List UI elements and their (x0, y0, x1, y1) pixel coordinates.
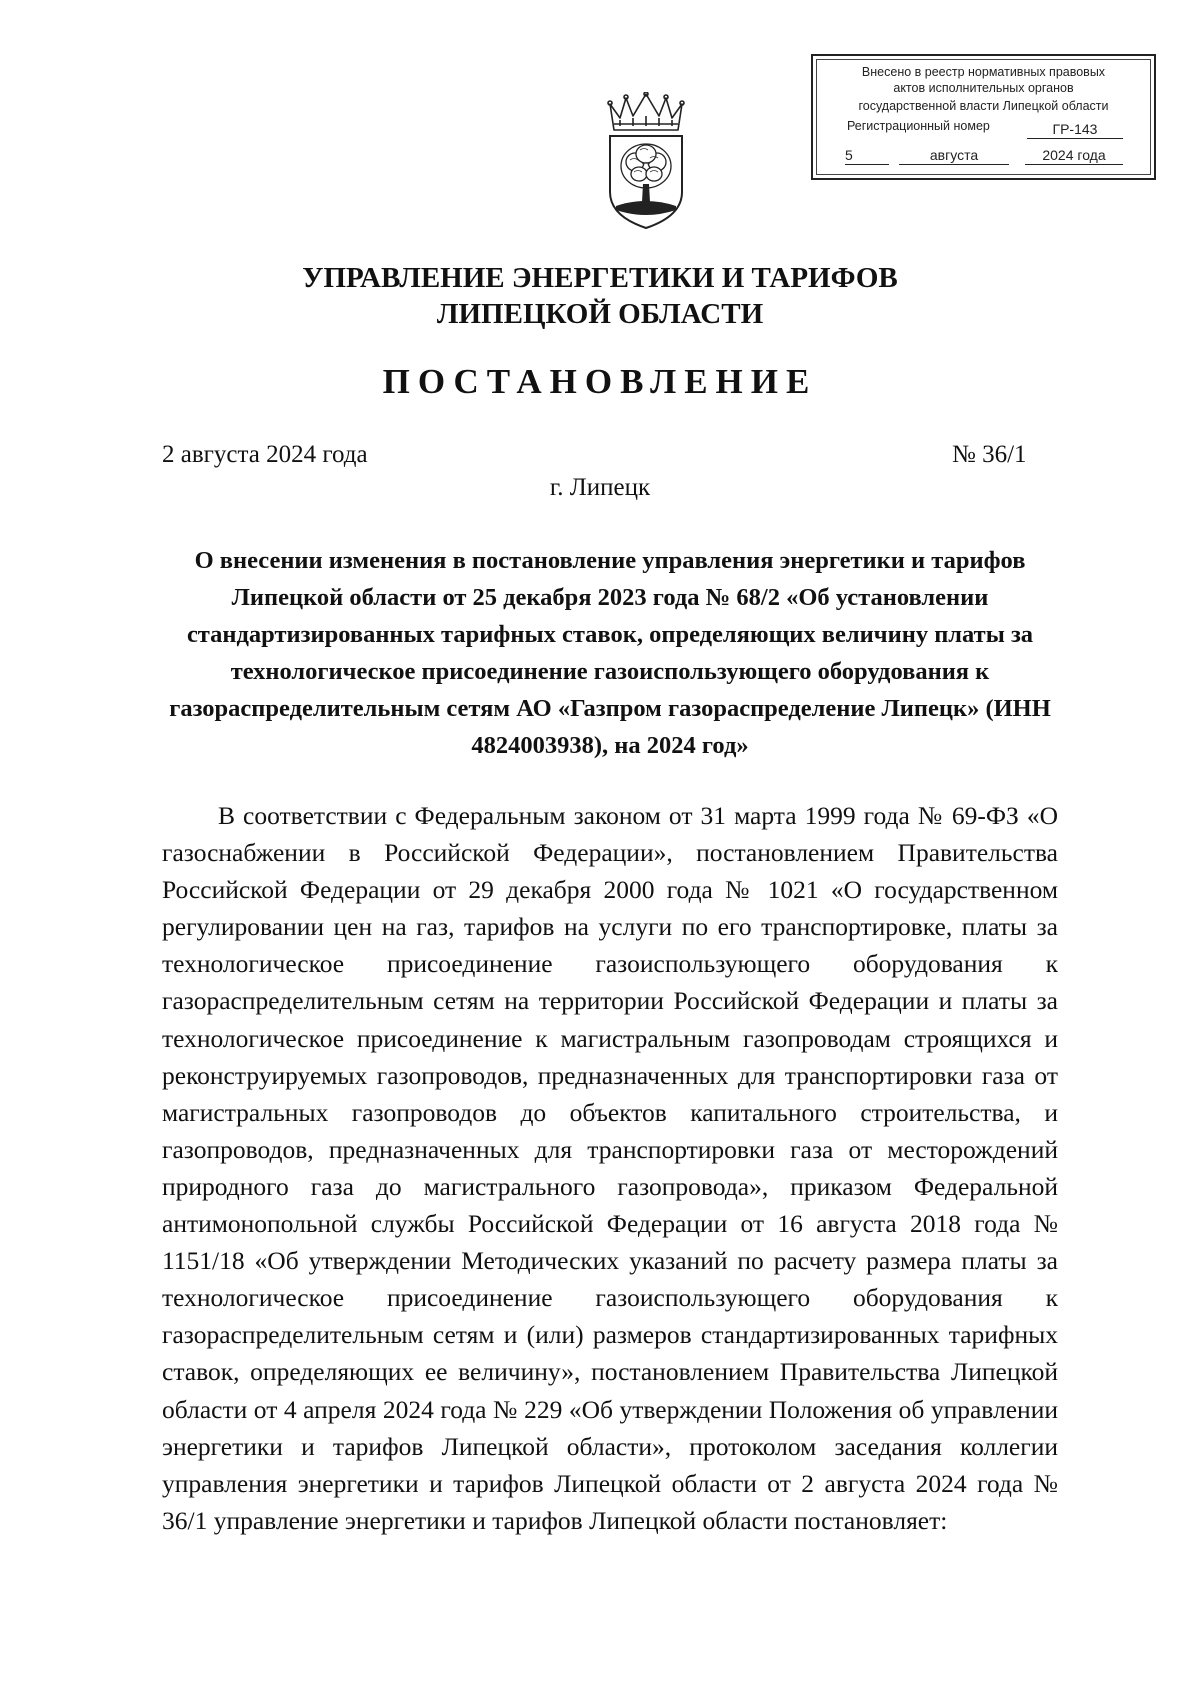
organization-name-line-1: УПРАВЛЕНИЕ ЭНЕРГЕТИКИ И ТАРИФОВ (302, 262, 898, 294)
document-number: № 36/1 (952, 441, 1027, 468)
document-heading: О внесении изменения в постановление управления энергетики и тарифов Липецкой области от 25 декабря 2023 года № 68/2 «Об установлении стандартизированных тарифных ставок, определяющих величину платы за технологическое присоединение газоиспользующего оборудования к газораспределительным сетям АО «Газпром газораспределение Липецк» (ИНН 4824003938), на 2024 год» (169, 547, 1051, 759)
stamp-line-3: государственной власти Липецкой области (858, 99, 1109, 113)
stamp-day: 5 (845, 146, 889, 165)
document-city: г. Липецк (549, 474, 651, 501)
coat-of-arms-icon (606, 92, 686, 230)
document-type-title: ПОСТАНОВЛЕНИЕ (382, 362, 818, 401)
document-body-paragraph: В соответствии с Федеральным законом от 31 марта 1999 года № 69-ФЗ «О газоснабжении в Российской Федерации», постановлением Правительства Российской Федерации от 29 декабря 2000 года № 1021 «О государственном регулировании цен на газ, тарифов на услуги по его транспортировке, платы за технологическое присоединение газоиспользующего оборудования к газораспределительным сетям на территории Российской Федерации и платы за технологическое присоединение к магистральным газопроводам строящихся и реконструируемых газопроводов, предназначенных для транспортировки газа от магистральных газопроводов до объектов капитального строительства, и газопроводов, предназначенных для транспортировки газа от месторождений природного газа до магистрального газопровода», приказом Федеральной антимонопольной службы Российской Федерации от 16 августа 2018 года № 1151/18 «Об утверждении Методических указаний по расчету размера платы за технологическое присоединение газоиспользующего оборудования к газораспределительным сетям и (или) размеров стандартизированных тарифных ставок, определяющих ее величину», постановлением Правительства Липецкой области от 4 апреля 2024 года № 229 «Об утверждении Положения об управлении энергетики и тарифов Липецкой области», протоколом заседания коллегии управления энергетики и тарифов Липецкой области от 2 августа 2024 года № 36/1 управление энергетики и тарифов Липецкой области постановляет: (162, 801, 1058, 1535)
stamp-registration-label: Регистрационный номер (847, 119, 990, 133)
organization-name-line-2: ЛИПЕЦКОЙ ОБЛАСТИ (436, 298, 764, 330)
stamp-year: 2024 года (1025, 146, 1123, 165)
registry-stamp (811, 54, 1156, 180)
stamp-line-1: Внесено в реестр нормативных правовых (861, 65, 1106, 79)
stamp-month: августа (899, 146, 1009, 165)
stamp-line-2: актов исполнительных органов (893, 81, 1074, 95)
document-date: 2 августа 2024 года (162, 441, 368, 468)
stamp-registration-number: ГР-143 (1027, 120, 1123, 139)
